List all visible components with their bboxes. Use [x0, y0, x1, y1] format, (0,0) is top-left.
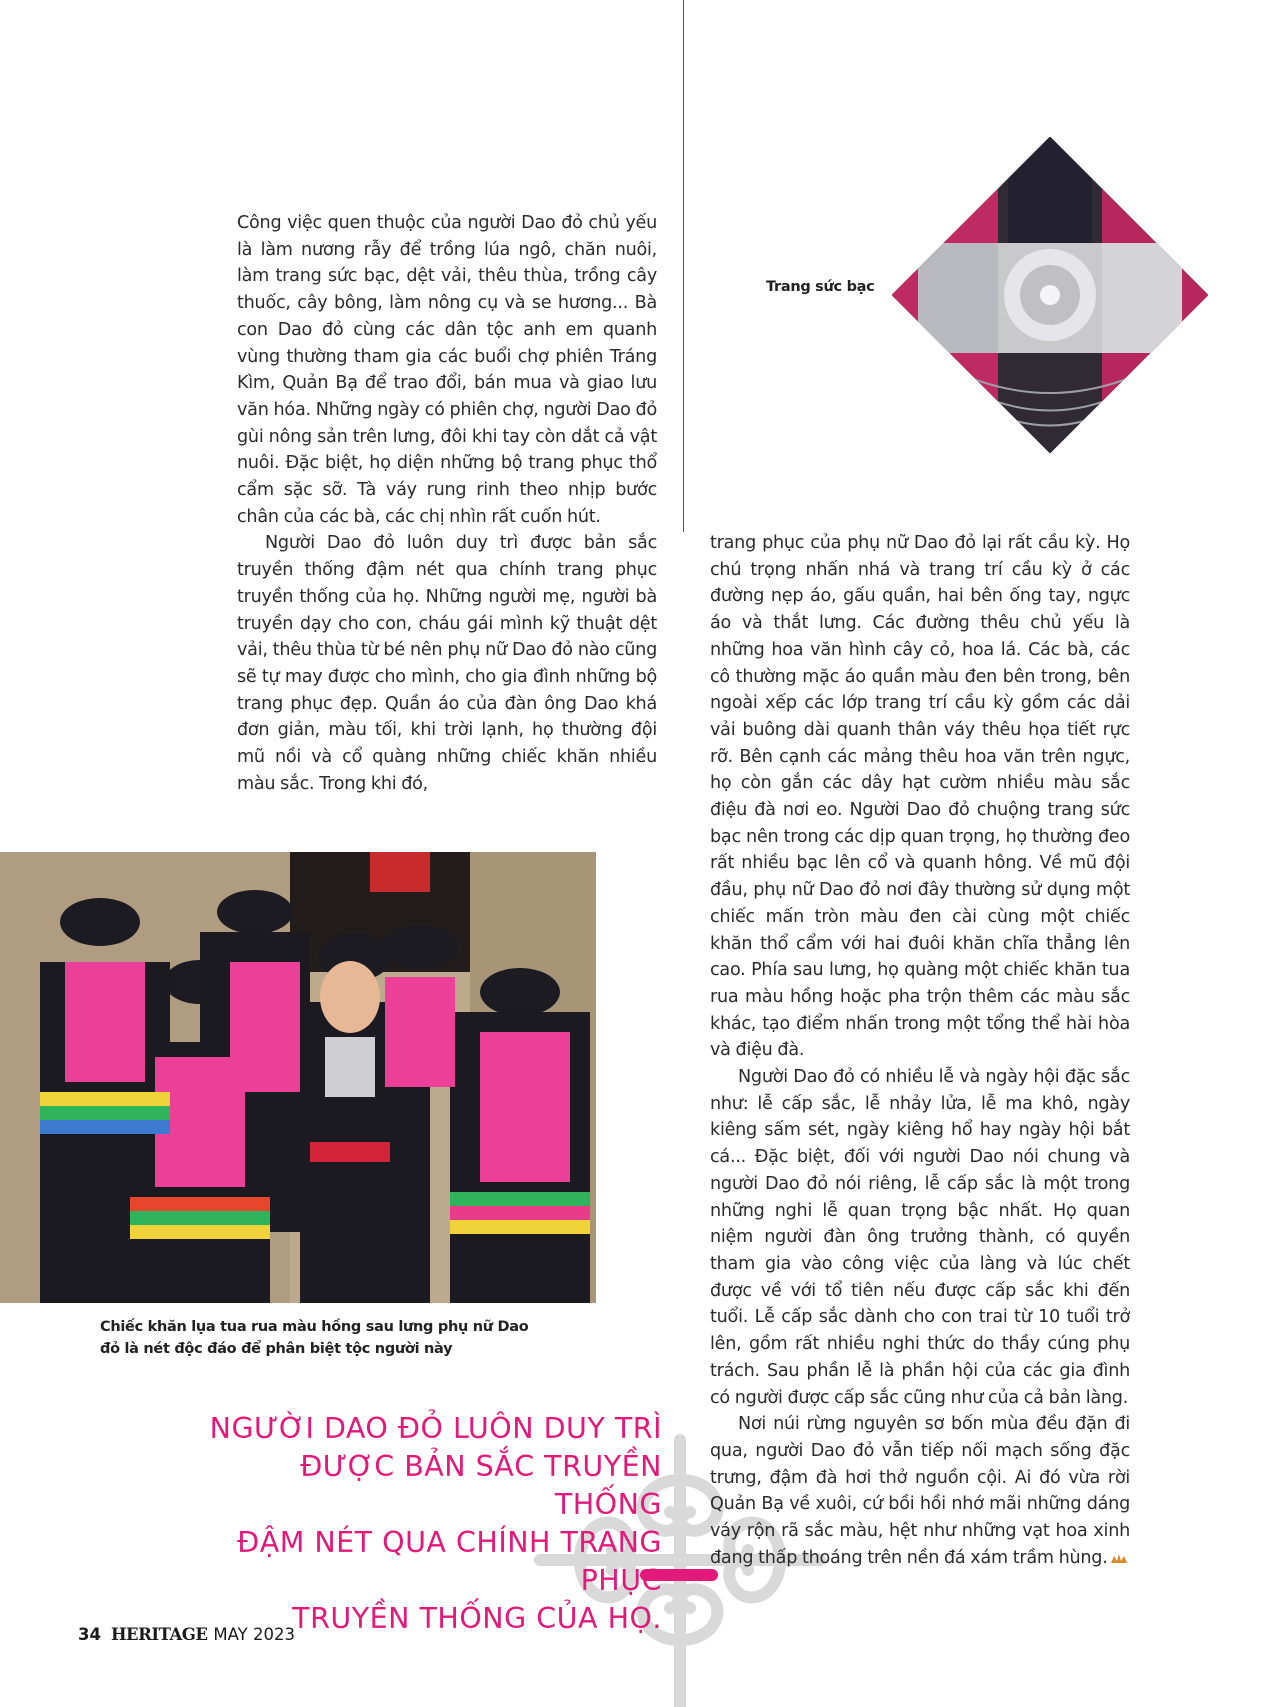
- paragraph: trang phục của phụ nữ Dao đỏ lại rất cầu kỳ. Họ chú trọng nhấn nhá và trang trí cầu kỳ ở các đường nẹp áo, gấu quần, hai bên ống tay, ngực áo và thắt lưng. Các đường thêu chủ yếu là những hoa văn hình cây cỏ, hoa lá. Các bà, các cô thường mặc áo quần màu đen bên trong, bên ngoài xếp các lớp trang trí cầu kỳ gồm các dải vải buông dài quanh thân váy thêu họa tiết rực rỡ. Bên cạnh các mảng thêu hoa văn trên ngực, họ còn gắn các dây hạt cườm nhiều màu sắc điệu đà nơi eo. Người Dao đỏ chuộng trang sức bạc nên trong các dịp quan trọng, họ thường đeo rất nhiều bạc lên cổ và quanh hông. Về mũ đội đầu, phụ nữ Dao đỏ nơi đây thường sử dụng một chiếc mấn tròn màu đen cài cùng một chiếc khăn thổ cẩm với hai đuôi khăn chĩa thẳng lên cao. Phía sau lưng, họ quàng một chiếc khăn tua rua màu hồng hoặc pha trộn thêm các màu sắc khác, tạo điểm nhấn trong một tổng thể hài hòa và điệu đà.: [710, 533, 1130, 1061]
- pull-quote: [200, 1410, 662, 1638]
- silver-jewelry-caption: Trang sức bạc: [766, 279, 875, 295]
- paragraph: Người Dao đỏ có nhiều lễ và ngày hội đặc sắc như: lễ cấp sắc, lễ nhảy lửa, lễ ma khô, ngày kiêng sấm sét, ngày kiêng hổ hay ngày hội bắt cá... Đặc biệt, đối với người Dao nói chung và người Dao đỏ nói riêng, lễ cấp sắc là một trong những nghi lễ quan trọng bậc nhất. Họ quan niệm người đàn ông trưởng thành, có quyền tham gia vào công việc của làng và lúc chết được về với tổ tiên nếu được cấp sắc khi đến tuổi. Lễ cấp sắc dành cho con trai từ 10 tuổi trở lên, gồm rất nhiều nghi thức do thầy cúng phụ trách. Sau phần lễ là phần hội của các gia đình có người được cấp sắc cũng như của cả bản làng.: [710, 1067, 1130, 1408]
- paragraph: [710, 1411, 1130, 1571]
- leaf-end-mark-icon: [1110, 1552, 1128, 1564]
- photo-caption: Chiếc khăn lụa tua rua màu hồng sau lưng phụ nữ Dao đỏ là nét độc đáo để phân biệt tộc người này: [100, 1319, 529, 1357]
- pull-quote-line: ĐẬM NÉT QUA CHÍNH TRANG PHỤC: [237, 1526, 662, 1597]
- dao-women-photo: [0, 852, 596, 1303]
- paragraph: Công việc quen thuộc của người Dao đỏ chủ yếu là làm nương rẫy để trồng lúa ngô, chăn nuôi, làm trang sức bạc, dệt vải, thêu thùa, trồng cây thuốc, cây bông, làm nông cụ và se hương... Bà con Dao đỏ cùng các dân tộc anh em quanh vùng thường tham gia các buổi chợ phiên Tráng Kìm, Quản Bạ để trao đổi, bán mua và giao lưu văn hóa. Những ngày có phiên chợ, người Dao đỏ gùi nông sản trên lưng, đôi khi tay còn dắt cả vật nuôi. Đặc biệt, họ diện những bộ trang phục thổ cẩm sặc sỡ. Tà váy rung rinh theo nhịp bước chân của các bà, các chị nhìn rất cuốn hút.: [237, 213, 657, 527]
- page-footer: [78, 1625, 295, 1644]
- paragraph-text: Nơi núi rừng nguyên sơ bốn mùa đều đặn đi qua, người Dao đỏ vẫn tiếp nối mạch sống đặc trưng, đậm đà hơi thở nguồn cội. Ai đó vừa rời Quản Bạ về xuôi, cứ bồi hồi nhớ mãi những dáng váy rộn rã sắc màu, hệt như những vạt hoa xinh đang thấp thoáng trên nền đá xám trầm hùng.: [710, 1414, 1130, 1568]
- issue-date: MAY 2023: [213, 1625, 295, 1644]
- paragraph: Người Dao đỏ luôn duy trì được bản sắc truyền thống đậm nét qua chính trang phục truyền thống của họ. Những người mẹ, người bà truyền dạy cho con, cháu gái mình kỹ thuật dệt vải, thêu thùa từ bé nên phụ nữ Dao đỏ nào cũng sẽ tự may được cho mình, cho gia đình những bộ trang phục đẹp. Quần áo của đàn ông Dao khá đơn giản, màu tối, khi trời lạnh, họ thường đội mũ nồi và cổ quàng những chiếc khăn nhiều màu sắc. Trong khi đó,: [237, 533, 657, 794]
- pull-quote-line: TRUYỀN THỐNG CỦA HỌ.: [292, 1602, 662, 1635]
- column-divider: [683, 0, 684, 532]
- article-column-right: [710, 530, 1130, 1571]
- article-column-left: [237, 210, 657, 797]
- page-number: 34: [78, 1625, 101, 1644]
- pull-quote-line: NGƯỜI DAO ĐỎ LUÔN DUY TRÌ: [209, 1412, 662, 1445]
- magazine-name: HERITAGE: [110, 1625, 208, 1644]
- pull-quote-line: ĐƯỢC BẢN SẮC TRUYỀN THỐNG: [300, 1450, 662, 1521]
- silver-jewelry-photo: [892, 137, 1208, 453]
